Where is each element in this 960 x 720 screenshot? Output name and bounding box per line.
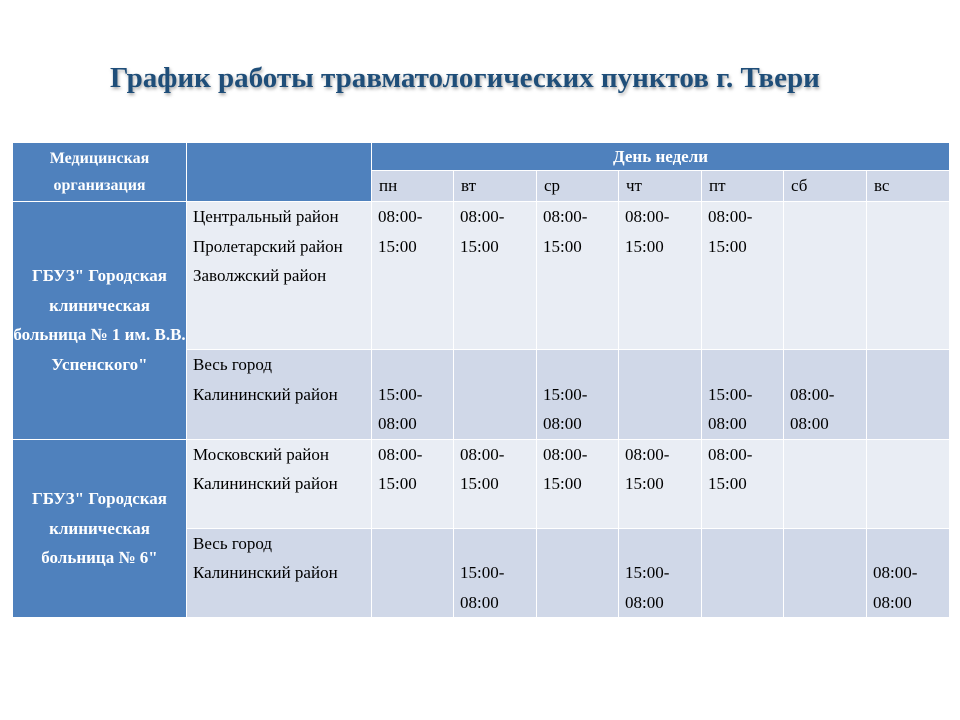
time-cell: 15:00-08:00 (619, 528, 702, 618)
area-name: Калининский район (193, 563, 338, 582)
time-cell: 08:00-15:00 (702, 202, 784, 350)
time-cell (867, 350, 950, 440)
table-row (13, 439, 950, 528)
area-name: Весь город (193, 533, 273, 553)
table-row (13, 202, 950, 350)
time-cell: 15:00-08:00 (454, 528, 537, 618)
day-header: пн (372, 171, 454, 202)
time-cell: 08:00-15:00 (372, 202, 454, 350)
schedule-table (12, 142, 950, 618)
area-cell (187, 202, 372, 350)
time-cell: 15:00-08:00 (702, 350, 784, 440)
time-cell (867, 439, 950, 528)
area-name: Московский район (193, 444, 329, 464)
page-title: График работы травматологических пунктов г. Твери (110, 62, 820, 94)
time-cell: 08:00-15:00 (372, 439, 454, 528)
time-cell (867, 202, 950, 350)
time-cell: 08:00-15:00 (454, 202, 537, 350)
area-name: Калининский район (193, 474, 338, 493)
time-cell (702, 528, 784, 618)
area-cell (187, 528, 372, 618)
time-cell: 15:00-08:00 (372, 350, 454, 440)
week-header: День недели (372, 143, 950, 171)
time-cell: 15:00-08:00 (537, 350, 619, 440)
org-header: Медицинская организация (13, 143, 187, 202)
day-header: вс (867, 171, 950, 202)
time-cell (372, 528, 454, 618)
time-cell: 08:00-15:00 (619, 439, 702, 528)
area-name: Калининский район (193, 384, 338, 404)
day-header: ср (537, 171, 619, 202)
org-name: ГБУЗ" Городская клиническая больница № 6" (13, 439, 187, 618)
day-header: пт (702, 171, 784, 202)
area-name: Заволжский район (193, 266, 327, 285)
area-name: Весь город (193, 355, 273, 374)
time-cell (619, 350, 702, 440)
day-header: сб (784, 171, 867, 202)
org-name: ГБУЗ" Городская клиническая больница № 1 им. В.В. Успенского" (13, 202, 187, 440)
time-cell: 08:00-15:00 (454, 439, 537, 528)
time-cell: 08:00-15:00 (702, 439, 784, 528)
area-cell (187, 439, 372, 528)
header-row (13, 143, 950, 171)
area-cell (187, 350, 372, 440)
area-name: Центральный район (193, 207, 339, 226)
time-cell (784, 439, 867, 528)
time-cell: 08:00-15:00 (537, 202, 619, 350)
time-cell: 08:00-08:00 (867, 528, 950, 618)
time-cell (784, 528, 867, 618)
time-cell (784, 202, 867, 350)
area-header (187, 143, 372, 202)
time-cell: 08:00-15:00 (619, 202, 702, 350)
area-name: Пролетарский район (193, 236, 343, 256)
time-cell: 08:00-08:00 (784, 350, 867, 440)
day-header: чт (619, 171, 702, 202)
day-header: вт (454, 171, 537, 202)
time-cell: 08:00-15:00 (537, 439, 619, 528)
time-cell (537, 528, 619, 618)
time-cell (454, 350, 537, 440)
